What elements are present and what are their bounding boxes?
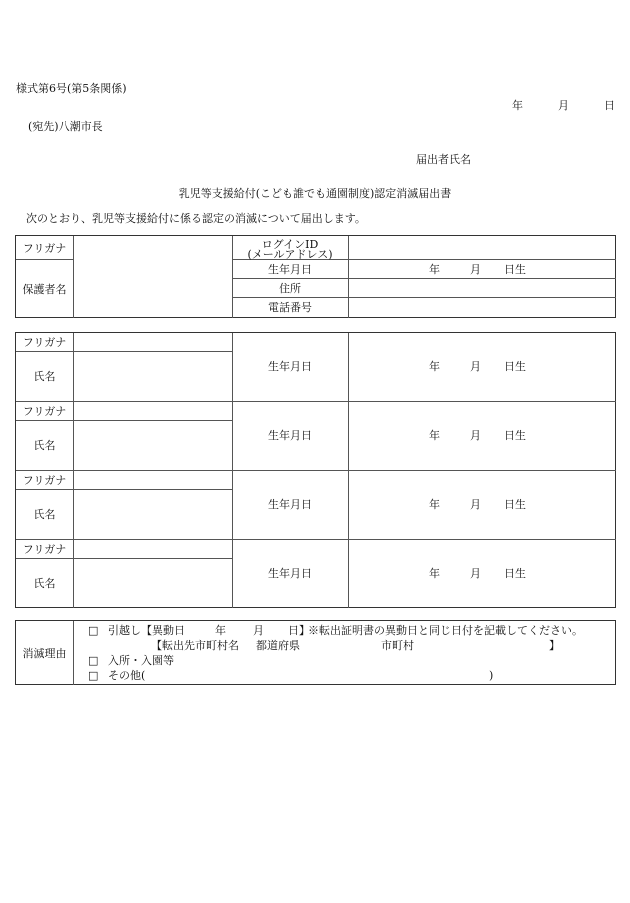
guardian-address-label: 住所: [279, 282, 301, 295]
guardian-furigana-label: フリガナ: [22, 242, 67, 255]
child-dob-day: 日生: [504, 429, 526, 442]
child-dob-label: 生年月日: [268, 429, 312, 442]
email-label: (メールアドレス): [247, 248, 333, 261]
date-year: 年: [512, 99, 523, 112]
child-dob-year: 年: [429, 429, 440, 442]
child-dob-label: 生年月日: [268, 498, 312, 511]
guardian-name-label: 保護者名: [22, 283, 67, 296]
date-month: 月: [558, 99, 569, 112]
login-id-field[interactable]: [349, 237, 615, 258]
other-checkbox[interactable]: □: [88, 669, 99, 682]
child-furigana-field[interactable]: [74, 334, 231, 350]
guardian-address-field[interactable]: [349, 279, 615, 296]
intro-text: 次のとおり、乳児等支援給付に係る認定の消滅について届出します。: [26, 212, 366, 225]
guardian-name-field[interactable]: [74, 260, 231, 317]
destination-city: 市町村: [381, 639, 414, 652]
child-name-label: 氏名: [33, 439, 56, 452]
guardian-dob-day: 日生: [504, 263, 526, 276]
admission-checkbox[interactable]: □: [88, 654, 99, 667]
destination-prefecture: 都道府県: [256, 639, 300, 652]
child-name-label: 氏名: [33, 370, 56, 383]
guardian-dob-label: 生年月日: [268, 263, 312, 276]
move-year: 年: [215, 624, 226, 637]
guardian-furigana-field[interactable]: [74, 237, 231, 258]
move-month: 月: [253, 624, 264, 637]
admission-label: 入所・入園等: [108, 654, 174, 667]
applicant-name-label: 届出者氏名: [416, 153, 471, 166]
guardian-phone-field[interactable]: [349, 298, 615, 317]
child-name-field[interactable]: [74, 352, 231, 400]
move-label: 引越し【異動日: [108, 624, 185, 637]
addressee: (宛先)八潮市長: [28, 120, 103, 133]
child-dob-year: 年: [429, 360, 440, 373]
child-furigana-field[interactable]: [74, 403, 231, 419]
child-furigana-field[interactable]: [74, 541, 231, 557]
child-name-label: 氏名: [33, 577, 56, 590]
child-furigana-label: フリガナ: [22, 405, 67, 418]
child-name-field[interactable]: [74, 421, 231, 469]
child-name-field[interactable]: [74, 490, 231, 538]
guardian-table: [15, 235, 616, 318]
child-dob-label: 生年月日: [268, 360, 312, 373]
child-furigana-label: フリガナ: [22, 474, 67, 487]
child-name-label: 氏名: [33, 508, 56, 521]
guardian-phone-label: 電話番号: [268, 301, 312, 314]
child-dob-month: 月: [470, 498, 481, 511]
other-close: ): [489, 669, 494, 682]
child-dob-day: 日生: [504, 567, 526, 580]
other-label: その他(: [108, 669, 146, 682]
child-furigana-field[interactable]: [74, 472, 231, 488]
move-note: ※転出証明書の異動日と同じ日付を記載してください。: [308, 624, 583, 637]
login-id-label: ログインID: [261, 238, 319, 251]
child-dob-month: 月: [470, 429, 481, 442]
child-dob-month: 月: [470, 360, 481, 373]
destination-label: 【転出先市町村名: [151, 639, 239, 652]
guardian-dob-month: 月: [470, 263, 481, 276]
document-title: 乳児等支援給付(こども誰でも通園制度)認定消滅届出書: [178, 187, 452, 200]
child-name-field[interactable]: [74, 559, 231, 607]
child-dob-label: 生年月日: [268, 567, 312, 580]
date-day: 日: [604, 99, 615, 112]
child-dob-day: 日生: [504, 498, 526, 511]
destination-close: 】: [549, 639, 560, 652]
move-day: 日】: [288, 624, 310, 637]
child-furigana-label: フリガナ: [22, 543, 67, 556]
child-furigana-label: フリガナ: [22, 336, 67, 349]
child-dob-month: 月: [470, 567, 481, 580]
child-dob-day: 日生: [504, 360, 526, 373]
reason-label: 消滅理由: [22, 647, 67, 660]
move-checkbox[interactable]: □: [88, 624, 99, 637]
reason-table: [15, 620, 616, 685]
form-number: 様式第6号(第5条関係): [16, 82, 127, 95]
guardian-dob-year: 年: [429, 263, 440, 276]
child-dob-year: 年: [429, 567, 440, 580]
children-table: [15, 332, 616, 608]
child-dob-year: 年: [429, 498, 440, 511]
